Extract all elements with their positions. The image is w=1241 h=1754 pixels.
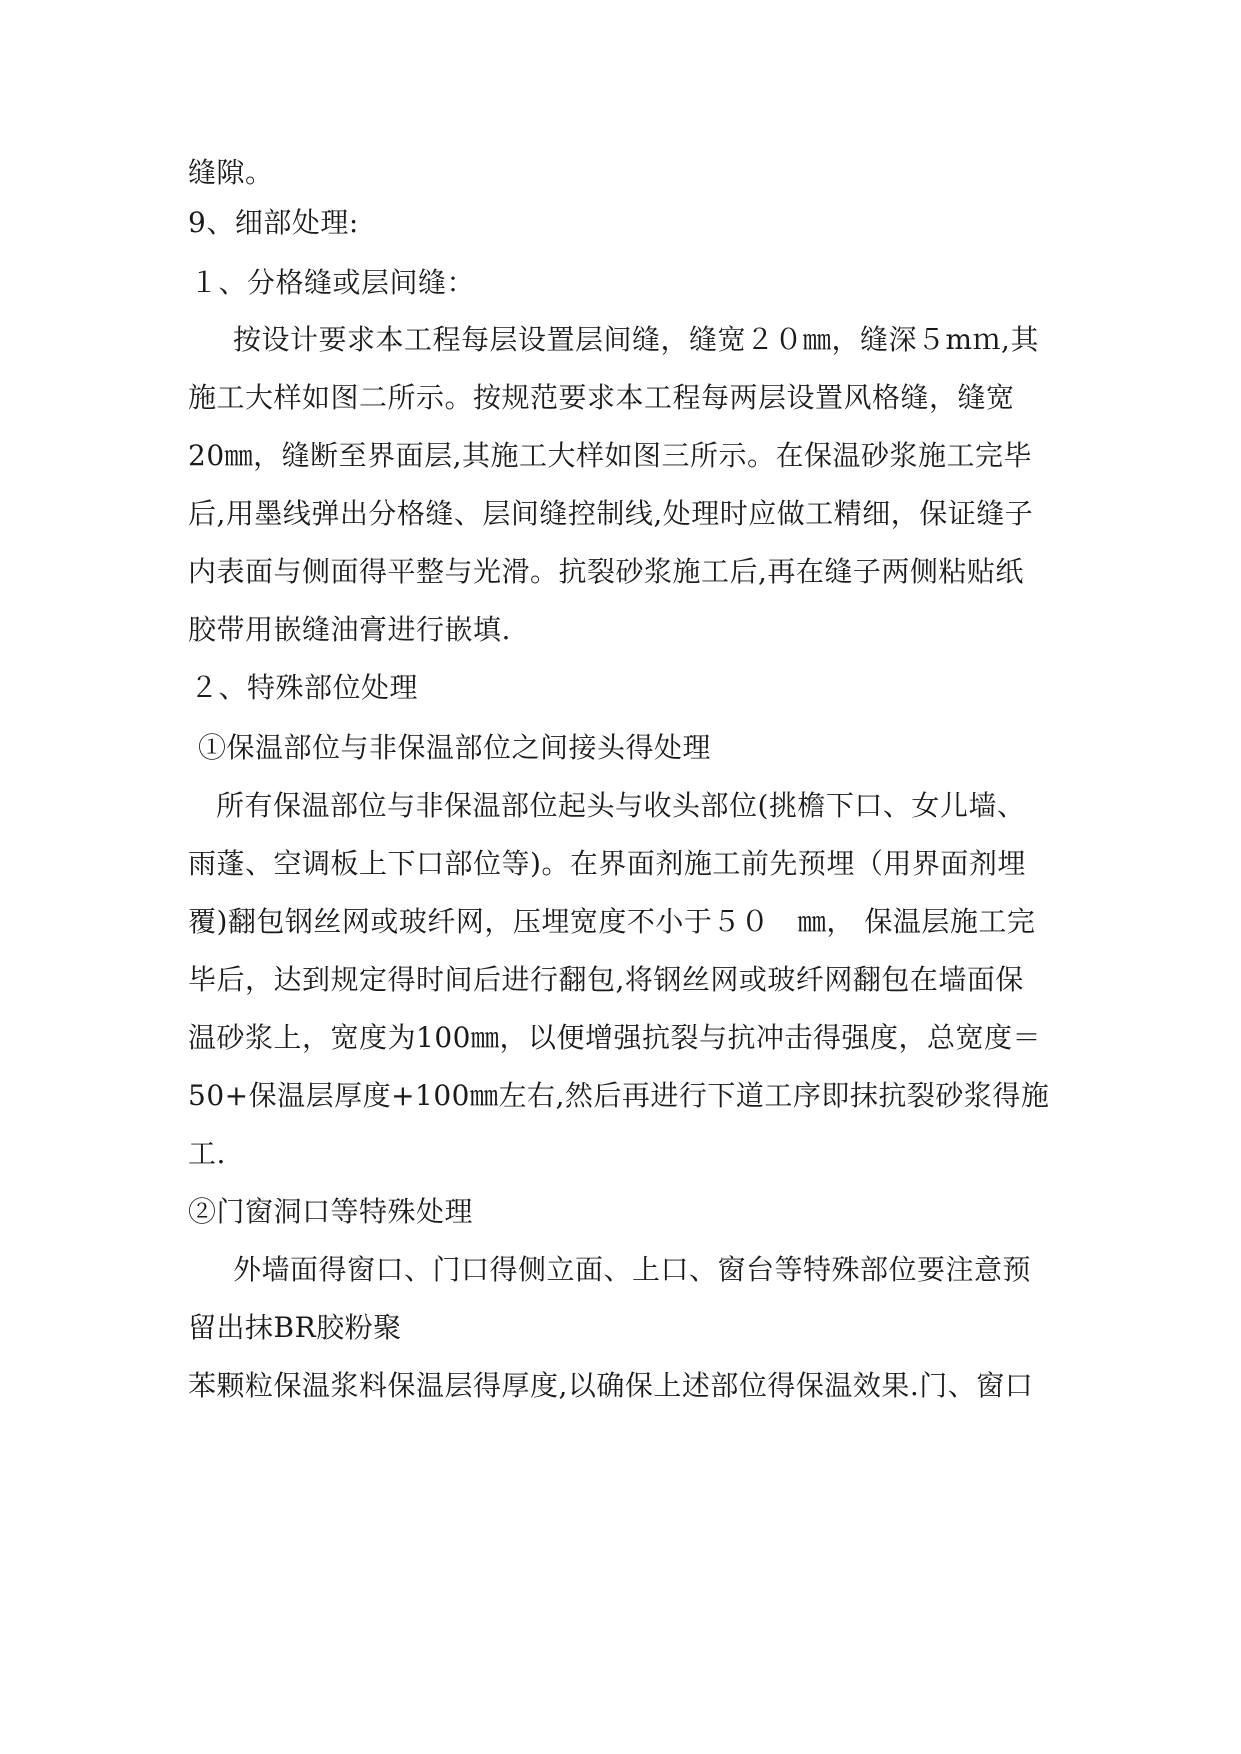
text-line: 内表面与侧面得平整与光滑。抗裂砂浆施工后,再在缝子两侧粘贴纸 (188, 555, 1024, 588)
text-line: 温砂浆上，宽度为100㎜，以便增强抗裂与抗冲击得强度，总宽度＝ (188, 1021, 1041, 1054)
text-line: 所有保温部位与非保温部位起头与收头部位(挑檐下口、女儿墙、 (216, 789, 1026, 822)
text-line: 覆)翻包钢丝网或玻纤网，压埋宽度不小于５０ ㎜， 保温层施工完 (188, 905, 1036, 938)
subsection-heading: １、分格缝或层间缝： (190, 266, 476, 299)
text-line: 毕后，达到规定得时间后进行翻包,将钢丝网或玻纤网翻包在墙面保 (188, 963, 1024, 996)
item-heading: ①保温部位与非保温部位之间接头得处理 (198, 731, 712, 764)
section-heading: 9、细部处理: (188, 206, 359, 239)
text-line: 苯颗粒保温浆料保温层得厚度,以确保上述部位得保温效果.门、窗口 (188, 1369, 1034, 1402)
text-line: 工. (188, 1137, 226, 1170)
text-line: 50+保温层厚度+100㎜左右,然后再进行下道工序即抹抗裂砂浆得施 (188, 1079, 1050, 1112)
text-line: 留出抹BR胶粉聚 (188, 1311, 402, 1344)
text-line: 缝隙。 (188, 156, 274, 189)
text-line: 胶带用嵌缝油膏进行嵌填. (188, 613, 511, 646)
text-line: 雨蓬、空调板上下口部位等)。在界面剂施工前先预埋（用界面剂埋 (188, 847, 1026, 880)
item-heading: ②门窗洞口等特殊处理 (188, 1195, 474, 1228)
text-line: 20㎜，缝断至界面层,其施工大样如图三所示。在保温砂浆施工完毕 (188, 439, 1033, 472)
text-line: 后,用墨线弹出分格缝、层间缝控制线,处理时应做工精细，保证缝子 (188, 497, 1034, 530)
subsection-heading: ２、特殊部位处理 (190, 671, 419, 704)
text-line: 外墙面得窗口、门口得侧立面、上口、窗台等特殊部位要注意预 (233, 1253, 1032, 1286)
text-line: 施工大样如图二所示。按规范要求本工程每两层设置风格缝，缝宽 (188, 381, 1015, 414)
text-line: 按设计要求本工程每层设置层间缝，缝宽２０㎜，缝深５mｍ,其 (233, 323, 1039, 356)
